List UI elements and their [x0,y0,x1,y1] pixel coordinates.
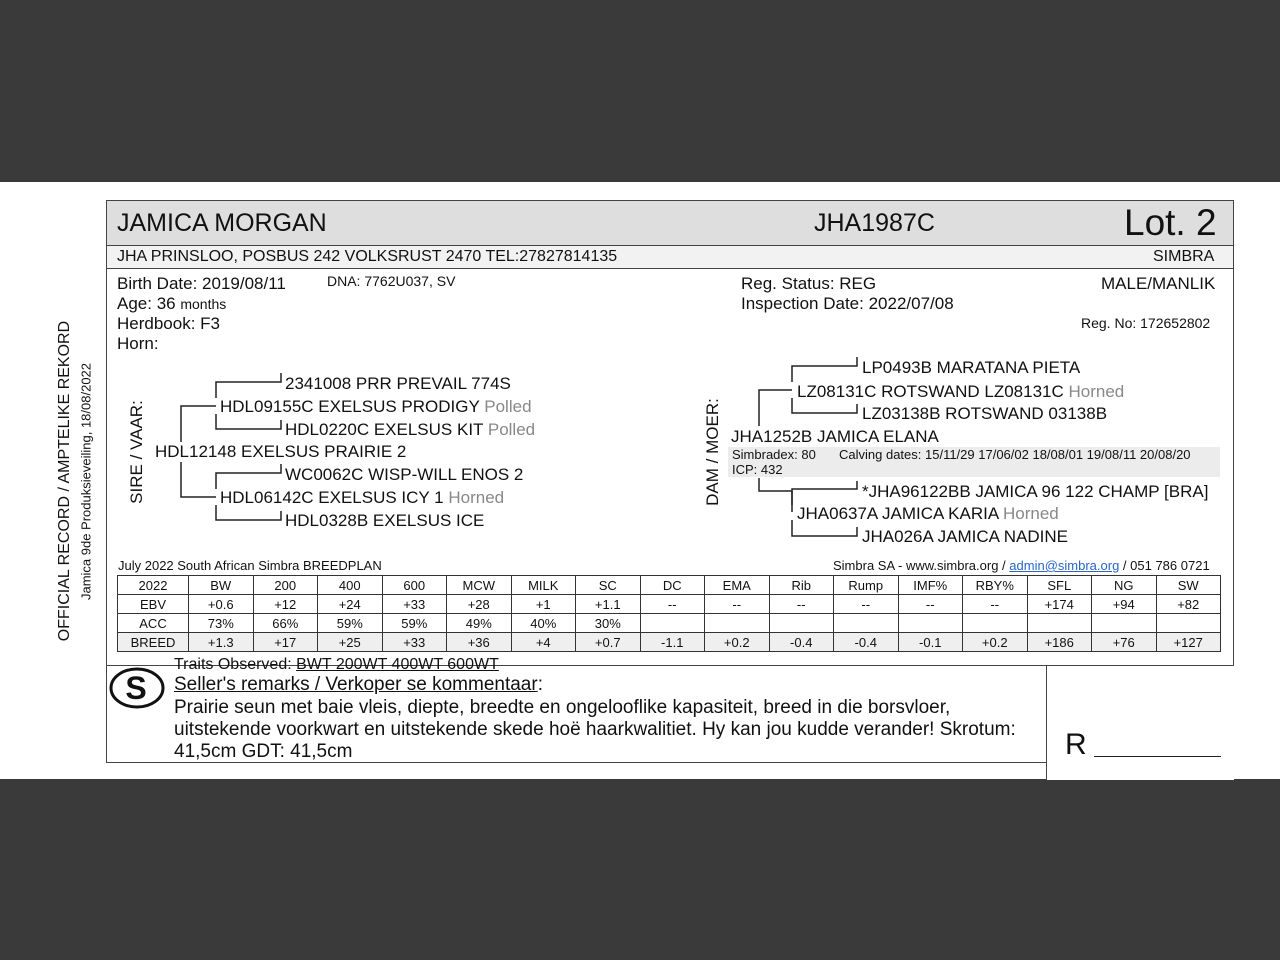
table-cell: -- [705,595,770,614]
inspection-date: Inspection Date: 2022/07/08 [741,294,954,313]
dam-sire-dam: LZ03138B ROTSWAND 03138B [862,404,1108,423]
herdbook: Herdbook: F3 [117,314,220,333]
breedplan-contact [833,558,1210,573]
sire-sire-dam-name: HDL0220C EXELSUS KIT [285,420,484,439]
sire-dam-horn: Horned [448,488,505,507]
table-cell: -0.4 [769,633,834,652]
table-cell [1092,614,1157,633]
simbra-logo-icon [107,664,165,714]
lot-number: Lot. 2 [1124,202,1217,243]
table-cell: -- [640,595,705,614]
table-cell [705,614,770,633]
remarks-line-1: Prairie seun met baie vleis, diepte, breedte en ongelooflike kapasiteit, breed in die borsvloer, [174,697,951,718]
traits-observed [174,656,499,674]
animal-name: JAMICA MORGAN [117,209,327,237]
phone-number: / 051 786 0721 [1122,558,1210,573]
sire-sire-dam-horn: Polled [487,420,536,439]
table-cell [769,614,834,633]
table-cell [963,614,1028,633]
table-cell: +174 [1027,595,1092,614]
ebv-table [117,575,1221,652]
table-header-cell: BW [189,576,254,595]
table-cell: +1 [511,595,576,614]
table-cell: 59% [382,614,447,633]
table-cell: +0.2 [963,633,1028,652]
table-header-cell: Rib [769,576,834,595]
table-header-row [118,576,1221,595]
table-cell: +24 [318,595,383,614]
table-header-cell: EMA [705,576,770,595]
table-cell: +4 [511,633,576,652]
table-cell: +36 [447,633,512,652]
sire-label: SIRE / VAAR: [127,400,146,504]
table-cell: 30% [576,614,641,633]
table-cell: +25 [318,633,383,652]
table-header-cell: 600 [382,576,447,595]
dam-sire-name: LZ08131C ROTSWAND LZ08131C [797,382,1064,401]
age-unit: months [180,296,227,312]
table-header-cell: RBY% [963,576,1028,595]
table-cell: 49% [447,614,512,633]
remarks-line-3: 41,5cm GDT: 41,5cm [174,741,353,762]
table-header-cell: SC [576,576,641,595]
table-header-cell: 2022 [118,576,189,595]
dam-label: DAM / MOER: [703,398,722,506]
table-cell: ACC [118,614,189,633]
table-cell: BREED [118,633,189,652]
breed-label: SIMBRA [1153,248,1215,265]
price-line[interactable] [1094,756,1221,757]
table-cell [1156,614,1221,633]
table-cell: 59% [318,614,383,633]
table-cell: 40% [511,614,576,633]
table-cell: +12 [253,595,318,614]
reg-number: Reg. No: 172652802 [1081,315,1211,331]
sire-sire-sire: 2341008 PRR PREVAIL 774S [285,374,511,393]
table-cell: +17 [253,633,318,652]
table-header-cell: MILK [511,576,576,595]
dna-info: DNA: 7762U037, SV [327,273,456,289]
horn-status: Horn: [117,334,159,353]
calving-dates: Calving dates: 15/11/29 17/06/02 18/08/01 19/08/11 20/08/20 [839,447,1191,462]
animal-id: JHA1987C [814,209,935,237]
owner-info: JHA PRINSLOO, POSBUS 242 VOLKSRUST 2470 TEL:27827814135 [117,248,618,265]
table-cell: +33 [382,633,447,652]
table-row-breed [118,633,1221,652]
table-cell: -0.1 [898,633,963,652]
table-cell [1027,614,1092,633]
auction-label: Jamica 9de Produksieveiling, 18/08/2022 [78,362,94,601]
table-header-cell: Rump [834,576,899,595]
remarks-heading-text: Seller's remarks / Verkoper se kommentaar [174,674,538,695]
sire-sire-name: HDL09155C EXELSUS PRODIGY [220,397,480,416]
table-cell: +76 [1092,633,1157,652]
breedplan-title: July 2022 South African Simbra BREEDPLAN [118,558,382,573]
age-value: Age: 36 [117,294,176,313]
table-header-cell: SW [1156,576,1221,595]
table-header-cell: 400 [318,576,383,595]
sire-dam-sire: WC0062C WISP-WILL ENOS 2 [285,465,524,484]
sire-dam-dam: HDL0328B EXELSUS ICE [285,511,485,530]
table-cell: +1.1 [576,595,641,614]
dam-dam-dam: JHA026A JAMICA NADINE [862,527,1068,546]
simbradex: Simbradex: 80 [732,447,816,462]
traits-list: BWT 200WT 400WT 600WT [296,656,499,673]
remarks-heading-colon: : [537,674,543,695]
table-cell: -0.4 [834,633,899,652]
traits-label: Traits Observed: [174,656,292,673]
dam-dam-horn: Horned [1003,504,1059,523]
table-cell [640,614,705,633]
table-header-cell: DC [640,576,705,595]
email-link[interactable]: admin@simbra.org [1009,558,1120,573]
table-row-ebv [118,595,1221,614]
dam-dam-name: JHA0637A JAMICA KARIA [797,504,999,523]
table-cell: 66% [253,614,318,633]
table-cell: +28 [447,595,512,614]
table-cell: +1.3 [189,633,254,652]
dam-dam-sire: *JHA96122BB JAMICA 96 122 CHAMP [BRA] [862,482,1209,501]
table-header-cell: IMF% [898,576,963,595]
table-cell: +82 [1156,595,1221,614]
sire-name: HDL12148 EXELSUS PRAIRIE 2 [155,442,407,461]
table-cell: +0.2 [705,633,770,652]
table-cell: -- [834,595,899,614]
table-cell: EBV [118,595,189,614]
table-cell: -- [769,595,834,614]
sex-label: MALE/MANLIK [1101,274,1216,293]
dam-dam [797,504,1059,524]
remarks-line-2: uitstekende voorkwart en uitstekende skede hoë haarkwalitiet. Hy kan jou kudde verander! Skrotum: [174,719,1016,740]
table-cell: +94 [1092,595,1157,614]
table-header-cell: MCW [447,576,512,595]
dam-sire [797,382,1124,402]
sire-dam-name: HDL06142C EXELSUS ICY 1 [220,488,444,507]
table-cell [898,614,963,633]
table-header-cell: 200 [253,576,318,595]
table-row-acc [118,614,1221,633]
table-header-cell: SFL [1027,576,1092,595]
table-cell: +33 [382,595,447,614]
icp: ICP: 432 [732,462,783,477]
simbra-website: Simbra SA - www.simbra.org / [833,558,1006,573]
table-cell: +0.6 [189,595,254,614]
table-cell: +186 [1027,633,1092,652]
birth-date: Birth Date: 2019/08/11 [117,274,286,293]
dam-sire-sire: LP0493B MARATANA PIETA [862,358,1081,377]
table-cell: +127 [1156,633,1221,652]
dam-name: JHA1252B JAMICA ELANA [731,427,939,446]
table-cell: +0.7 [576,633,641,652]
table-cell: -- [963,595,1028,614]
table-cell [834,614,899,633]
table-cell: 73% [189,614,254,633]
remarks-heading [174,674,543,696]
table-cell: -- [898,595,963,614]
official-record-label: OFFICIAL RECORD / AMPTELIKE REKORD [56,320,73,642]
reg-status: Reg. Status: REG [741,274,877,293]
table-cell: -1.1 [640,633,705,652]
table-header-cell: NG [1092,576,1157,595]
price-box [1046,665,1234,780]
sire-sire-horn: Polled [484,397,532,416]
svg-text:S: S [125,670,147,706]
dam-sire-horn: Horned [1068,382,1125,401]
price-symbol: R [1065,728,1087,761]
